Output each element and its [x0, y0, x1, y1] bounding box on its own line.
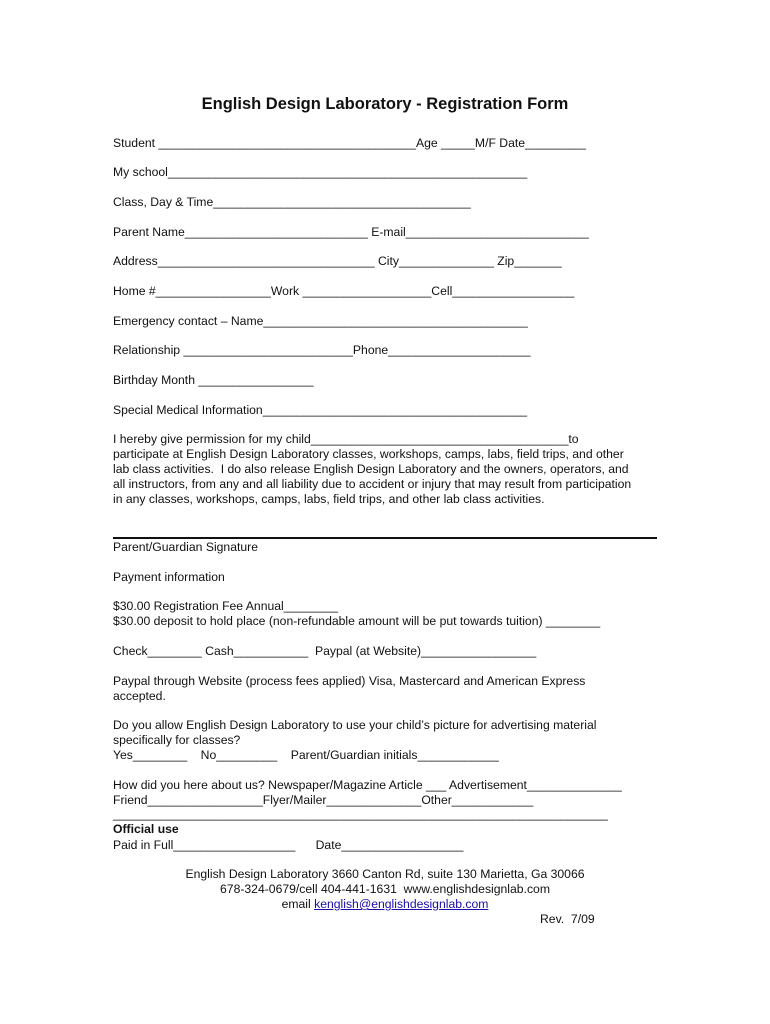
- fee-line: $30.00 deposit to hold place (non-refundable amount will be put towards tuition) ________: [113, 614, 601, 628]
- permission-line: lab class activities. I do also release English Design Laboratory and the owners, operators, and: [113, 462, 629, 476]
- paid-in-full-line: Paid in Full__________________ Date__________________: [113, 838, 464, 852]
- permission-line: participate at English Design Laboratory classes, workshops, camps, labs, field trips, and other: [113, 447, 624, 461]
- school-line: My school_____________________________________________________: [113, 165, 528, 179]
- emergency-contact-line: Emergency contact – Name_______________________________________: [113, 314, 528, 328]
- paypal-note-line: accepted.: [113, 689, 166, 703]
- footer-email: [0, 897, 770, 912]
- payment-heading: Payment information: [113, 570, 225, 584]
- signature-rule: [113, 537, 657, 539]
- email-link[interactable]: kenglish@englishdesignlab.com: [314, 897, 489, 911]
- payment-methods-line: Check________ Cash___________ Paypal (at Website)_________________: [113, 644, 537, 658]
- footer-address: English Design Laboratory 3660 Canton Rd, suite 130 Marietta, Ga 30066: [185, 867, 585, 881]
- relationship-line: Relationship _________________________Phone_____________________: [113, 343, 531, 357]
- referral-line: How did you here about us? Newspaper/Magazine Article ___ Advertisement______________: [113, 778, 622, 792]
- address-line: Address________________________________ City______________ Zip_______: [113, 254, 562, 268]
- parent-line: Parent Name___________________________ E-mail___________________________: [113, 225, 589, 239]
- footer-phones: 678-324-0679/cell 404-441-1631 www.englishdesignlab.com: [220, 882, 550, 896]
- revision-label: Rev. 7/09: [540, 912, 595, 926]
- picture-consent-line: Yes________ No_________ Parent/Guardian initials____________: [113, 748, 499, 762]
- permission-line: all instructors, from any and all liability due to accident or injury that may result from participation: [113, 477, 632, 491]
- medical-line: Special Medical Information_______________________________________: [113, 403, 528, 417]
- picture-question-line: Do you allow English Design Laboratory to use your child’s picture for advertising material: [113, 718, 597, 732]
- phones-line: Home #_________________Work ___________________Cell__________________: [113, 284, 575, 298]
- picture-question-line: specifically for classes?: [113, 733, 241, 747]
- fee-line: $30.00 Registration Fee Annual________: [113, 599, 338, 613]
- signature-label: Parent/Guardian Signature: [113, 540, 258, 554]
- permission-line: I hereby give permission for my child______________________________________to: [113, 432, 579, 446]
- referral-line: Friend_________________Flyer/Mailer______________Other____________: [113, 793, 534, 807]
- official-use-heading: Official use: [113, 822, 179, 836]
- birthday-line: Birthday Month _________________: [113, 373, 314, 387]
- footer-email-label: email: [281, 897, 315, 911]
- paypal-note-line: Paypal through Website (process fees applied) Visa, Mastercard and American Express: [113, 674, 586, 688]
- permission-line: in any classes, workshops, camps, labs, field trips, and other lab class activities.: [113, 492, 545, 506]
- referral-divider: _________________________________________________________________________: [113, 807, 608, 821]
- form-title: English Design Laboratory - Registration Form: [201, 95, 569, 113]
- class-line: Class, Day & Time______________________________________: [113, 195, 471, 209]
- student-line: Student ______________________________________Age _____M/F Date_________: [113, 136, 587, 150]
